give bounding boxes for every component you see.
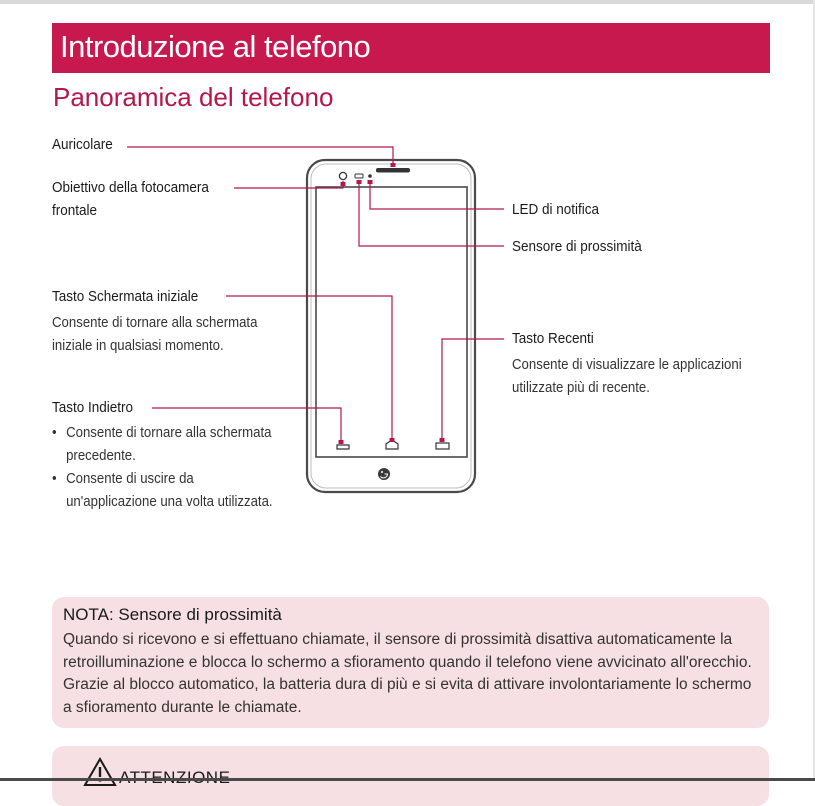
label-home-key: Tasto Schermata iniziale: [52, 288, 199, 305]
label-earpiece: Auricolare: [52, 136, 113, 153]
back-bullet-2: • Consente di uscire da un'applicazione una volta utilizzata.: [52, 467, 273, 513]
chapter-title: Introduzione al telefono: [60, 29, 371, 64]
note-title-prefix: NOTA:: [63, 605, 114, 624]
recent-desc-line1: Consente di visualizzare le applicazioni: [512, 356, 742, 373]
label-recent-key: Tasto Recenti: [512, 330, 594, 347]
home-desc-line2: iniziale in qualsiasi momento.: [52, 337, 224, 354]
front-camera-lens: [339, 172, 346, 179]
label-proximity: Sensore di prossimità: [512, 238, 642, 255]
note-title: [63, 605, 282, 625]
earpiece-grille: [376, 168, 410, 173]
notification-led: [368, 174, 372, 178]
label-led: LED di notifica: [512, 201, 600, 218]
label-front-camera-line1: Obiettivo della fotocamera: [52, 179, 209, 196]
section-title: Panoramica del telefono: [53, 82, 334, 112]
label-front-camera-line2: frontale: [52, 202, 98, 219]
note-text: Quando si ricevono e si effettuano chiamate, il sensore di prossimità disattiva automaticamente la retroilluminazione e blocca lo schermo a sfioramento quando il telefono viene avvicinato all'orecchio. Grazie al blocco automatico, la batteria dura di più e si evita di attivare involontariamente lo schermo a sfioramento durante le chiamate.: [63, 631, 752, 716]
recent-desc-line2: utilizzate più di recente.: [512, 379, 650, 396]
back-key-bullets: [52, 421, 303, 513]
back-bullet-1: • Consente di tornare alla schermata precedente.: [52, 421, 273, 467]
warning-box: [52, 746, 769, 806]
note-title-rest: Sensore di prossimità: [113, 605, 282, 624]
home-desc-line1: Consente di tornare alla schermata: [52, 314, 258, 331]
label-back-key: Tasto Indietro: [52, 399, 134, 416]
warning-triangle-icon: [83, 757, 117, 787]
proximity-sensor-window: [355, 174, 363, 178]
note-box: [52, 597, 769, 728]
